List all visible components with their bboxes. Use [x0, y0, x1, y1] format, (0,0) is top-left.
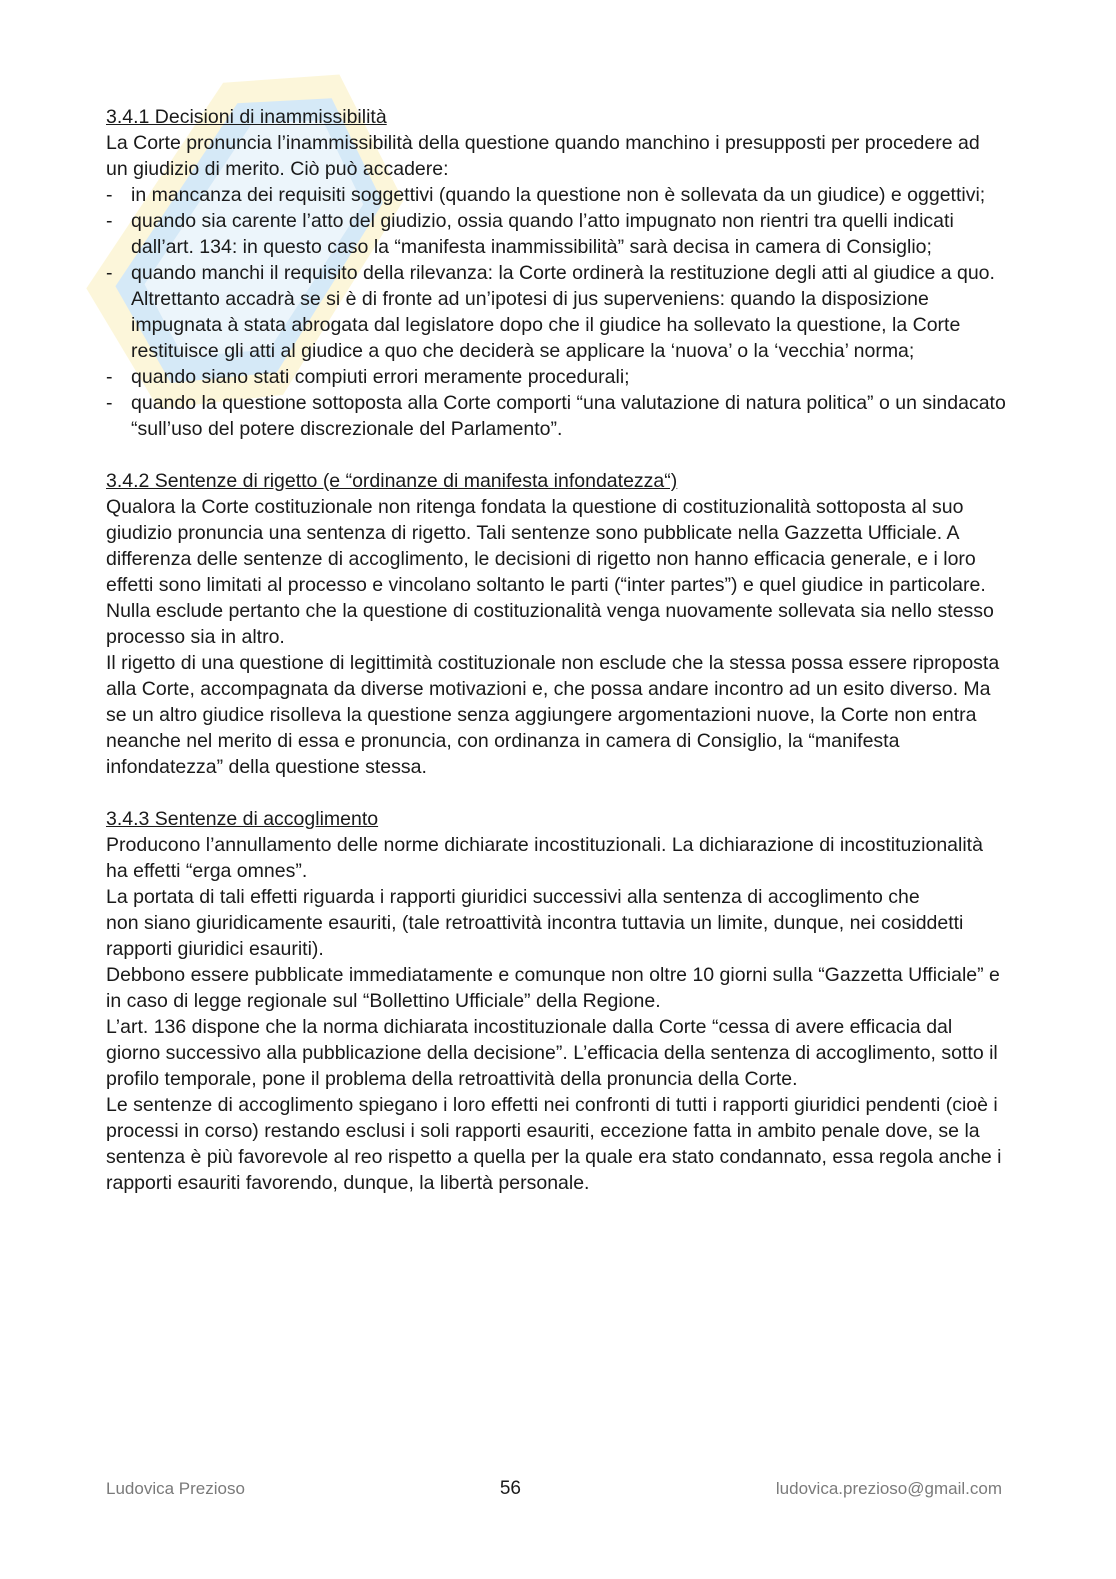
- paragraph: Le sentenze di accoglimento spiegano i loro effetti nei confronti di tutti i rapporti giuridici pendenti (cioè i processi in corso) restando esclusi i soli rapporti esauriti, eccezione fatta in ambito penale dove, se la sentenza è più favorevole al reo rispetto a quella per la quale era stato condannato, essa regola anche i rapporti esauriti favorendo, dunque, la libertà personale.: [106, 1094, 1002, 1194]
- section-rigetto: [106, 468, 1006, 780]
- section-intro: La Corte pronuncia l’inammissibilità della questione quando manchino i presupposti per procedere ad un giudizio di merito. Ciò può accadere:: [106, 132, 980, 180]
- paragraph: Debbono essere pubblicate immediatamente e comunque non oltre 10 giorni sulla “Gazzetta Ufficiale” e in caso di legge regionale sul “Bollettino Ufficiale” della Regione.: [106, 964, 1000, 1012]
- section-accoglimento: [106, 806, 1006, 1196]
- list-item: - quando siano stati compiuti errori meramente procedurali;: [106, 364, 1006, 390]
- list-item: - in mancanza dei requisiti soggettivi (quando la questione non è sollevata da un giudice) e oggettivi;: [106, 182, 1006, 208]
- section-heading: 3.4.2 Sentenze di rigetto (e “ordinanze di manifesta infondatezza“): [106, 470, 678, 492]
- paragraph: non siano giuridicamente esauriti, (tale retroattività incontra tuttavia un limite, dunque, nei cosiddetti rapporti giuridici esauriti).: [106, 912, 964, 960]
- section-heading: 3.4.1 Decisioni di inammissibilità: [106, 106, 387, 128]
- paragraph: Il rigetto di una questione di legittimità costituzionale non esclude che la stessa possa essere riproposta alla Corte, accompagnata da diverse motivazioni e, che possa andare incontro ad un esito diverso. Ma se un altro giudice risolleva la questione senza aggiungere argomentazioni nuove, la Corte non entra neanche nel merito di essa e pronuncia, con ordinanza in camera di Consiglio, la “manifesta infondatezza” della questione stessa.: [106, 652, 1000, 778]
- list-item: - quando sia carente l’atto del giudizio, ossia quando l’atto impugnato non rientri tra quelli indicati dall’art. 134: in questo caso la “manifesta inammissibilità” sarà decisa in camera di Consiglio;: [106, 208, 1006, 260]
- section-heading: 3.4.3 Sentenze di accoglimento: [106, 808, 379, 830]
- paragraph: Qualora la Corte costituzionale non ritenga fondata la questione di costituzionalità sottoposta al suo giudizio pronuncia una sentenza di rigetto. Tali sentenze sono pubblicate nella Gazzetta Ufficiale. A differenza delle sentenze di accoglimento, le decisioni di rigetto non hanno efficacia generale, e i loro effetti sono limitati al processo e vincolano soltanto le parti (“inter partes”) e quel giudice in particolare. Nulla esclude pertanto che la questione di costituzionalità venga nuovamente sollevata sia nello stesso processo sia in altro.: [106, 496, 994, 648]
- section-inammissibilita: [106, 104, 1006, 442]
- page-footer: [106, 1478, 1002, 1500]
- paragraph: Producono l’annullamento delle norme dichiarate incostituzionali. La dichiarazione di incostituzionalità ha effetti “erga omnes”.: [106, 834, 983, 882]
- document-body: [106, 104, 1006, 1222]
- footer-email: ludovica.prezioso@gmail.com: [775, 1479, 1002, 1498]
- bullet-list: [106, 182, 1006, 442]
- paragraph: L’art. 136 dispone che la norma dichiarata incostituzionale dalla Corte “cessa di avere efficacia dal giorno successivo alla pubblicazione della decisione”. L’efficacia della sentenza di accoglimento, sotto il profilo temporale, pone il problema della retroattività della pronuncia della Corte.: [106, 1016, 998, 1090]
- list-item: - quando la questione sottoposta alla Corte comporti “una valutazione di natura politica” o un sindacato “sull’uso del potere discrezionale del Parlamento”.: [106, 390, 1006, 442]
- footer-author: Ludovica Prezioso: [106, 1479, 245, 1498]
- page-number: 56: [499, 1478, 521, 1499]
- list-item: - quando manchi il requisito della rilevanza: la Corte ordinerà la restituzione degli atti al giudice a quo. Altrettanto accadrà se si è di fronte ad un’ipotesi di jus superveniens: quando la disposizione impugnata à stata abrogata dal legislatore dopo che il giudice ha sollevato la questione, la Corte restituisce gli atti al giudice a quo che deciderà se applicare la ‘nuova’ o la ‘vecchia’ norma;: [106, 260, 1006, 364]
- paragraph: La portata di tali effetti riguarda i rapporti giuridici successivi alla sentenza di accoglimento che: [106, 886, 920, 908]
